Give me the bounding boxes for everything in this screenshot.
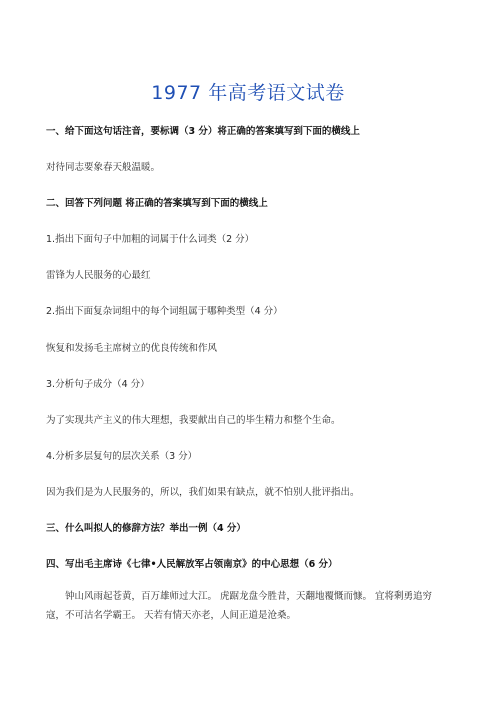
section-3-heading: 三、什么叫拟人的修辞方法？举出一例（4 分）	[46, 523, 246, 534]
question-2-phrase: 恢复和发扬毛主席树立的优良传统和作风	[46, 343, 218, 354]
section-2-heading: 二、回答下列问题 将正确的答案填写到下面的横线上	[46, 198, 268, 209]
section-4-heading: 四、写出毛主席诗《七律•人民解放军占领南京》的中心思想（6 分）	[46, 559, 338, 570]
document-title: 1977 年高考语文试卷	[151, 82, 345, 104]
question-2: 2.指出下面复杂词组中的每个词组属于哪种类型（4 分）	[46, 306, 283, 317]
question-3: 3.分析句子成分（4 分）	[46, 379, 150, 390]
question-1-sentence: 雷锋为人民服务的心最红	[46, 270, 151, 281]
question-4: 4.分析多层复句的层次关系（3 分）	[46, 451, 198, 462]
question-4-sentence: 因为我们是为人民服务的，所以，我们如果有缺点，就不怕别人批评指出。	[46, 487, 360, 498]
question-1: 1.指出下面句子中加粗的词属于什么词类（2 分）	[46, 234, 255, 245]
section-1-sentence: 对待同志要象春天般温暖。	[46, 162, 161, 173]
section-1-heading: 一、给下面这句话注音，要标调（3 分）将正确的答案填写到下面的横线上	[46, 126, 360, 137]
poem-text: 钟山风雨起苍黄，百万雄师过大江。 虎踞龙盘今胜昔，天翻地覆慨而慷。 宜将剩勇追穷寇，不可沽名学霸王。 天若有情天亦老，人间正道是沧桑。	[46, 591, 433, 621]
question-3-sentence: 为了实现共产主义的伟大理想，我要献出自己的毕生精力和整个生命。	[46, 415, 341, 426]
